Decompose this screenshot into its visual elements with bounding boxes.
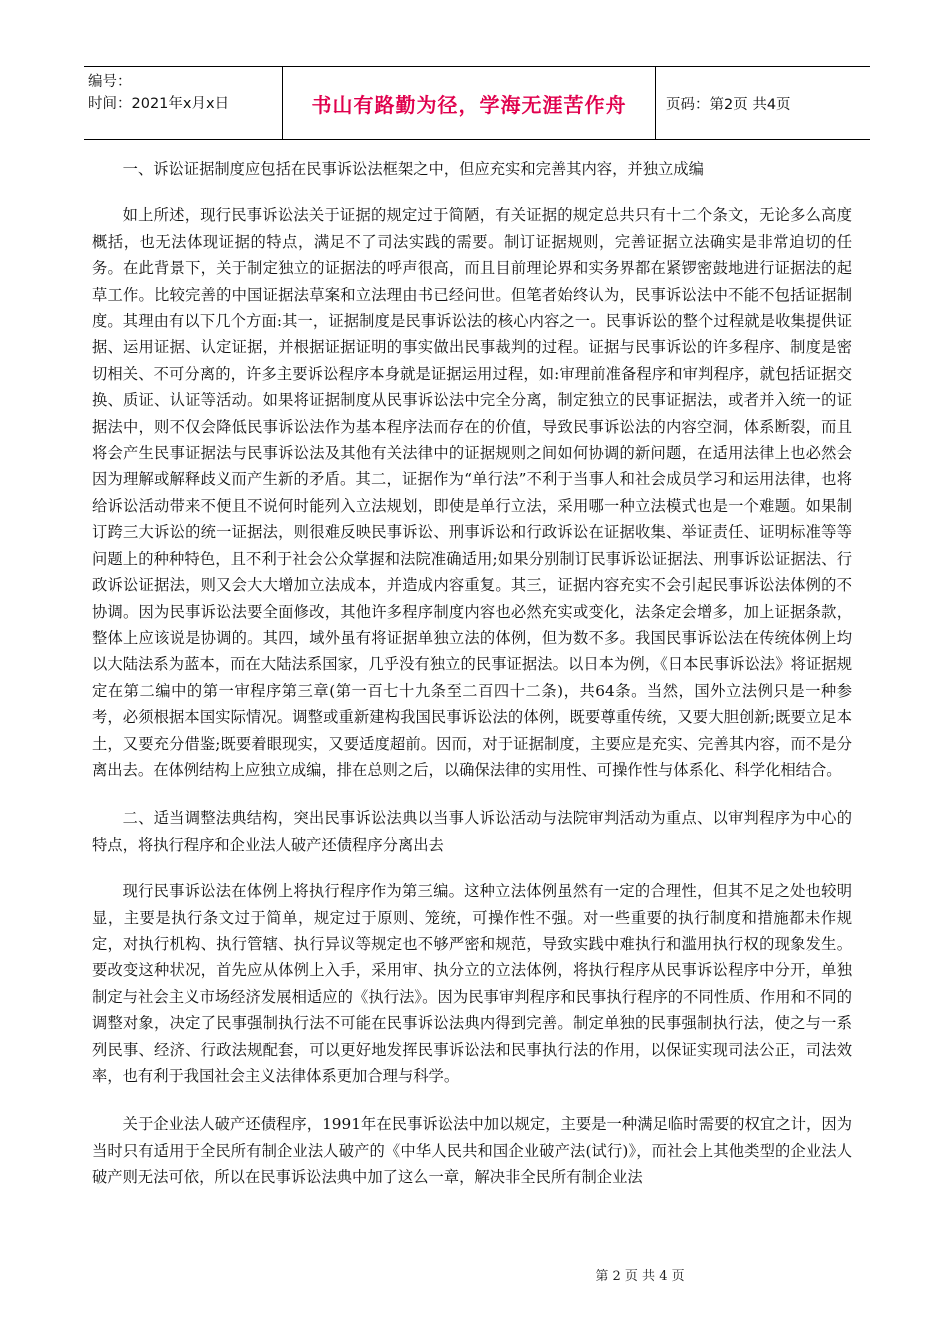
header-meta [84, 67, 282, 139]
document-body [92, 156, 852, 1213]
page-footer: 第 2 页 共 4 页 [595, 1269, 685, 1284]
page-number-label: 页码：第2页 共4页 [666, 96, 791, 113]
header-motto: 书山有路勤为径，学海无涯苦作舟 [311, 92, 627, 117]
header-page-info [656, 67, 870, 139]
body-paragraph: 关于企业法人破产还债程序，1991年在民事诉讼法中加以规定，主要是一种满足临时需要的权宜之计，因为当时只有适用于全民所有制企业法人破产的《中华人民共和国企业破产法(试行)》，而社会上其他类型的企业法人破产则无法可依，所以在民事诉讼法典中加了这么一章，解决非全民所有制企业法 [92, 1115, 852, 1187]
document-time-label: 时间：2021年x月x日 [88, 96, 230, 112]
section-heading: 一、诉讼证据制度应包括在民事诉讼法框架之中，但应充实和完善其内容，并独立成编 [122, 160, 704, 178]
body-paragraph: 如上所述，现行民事诉讼法关于证据的规定过于简陋，有关证据的规定总共只有十二个条文，无论多么高度概括，也无法体现证据的特点，满足不了司法实践的需要。制订证据规则，完善证据立法确实是非常迫切的任务。在此背景下，关于制定独立的证据法的呼声很高，而且目前理论界和实务界都在紧锣密鼓地进行证据法的起草工作。比较完善的中国证据法草案和立法理由书已经问世。但笔者始终认为，民事诉讼法中不能不包括证据制度。其理由有以下几个方面:其一，证据制度是民事诉讼法的核心内容之一。民事诉讼的整个过程就是收集提供证据、运用证据、认定证据，并根据证据证明的事实做出民事裁判的过程。证据与民事诉讼的许多程序、制度是密切相关、不可分离的，许多主要诉讼程序本身就是证据运用过程，如:审理前准备程序和审判程序，就包括证据交换、质证、认证等活动。如果将证据制度从民事诉讼法中完全分离，制定独立的民事证据法，或者并入统一的证据法中，则不仅会降低民事诉讼法作为基本程序法而存在的价值，导致民事诉讼法的内容空洞，体系断裂，而且将会产生民事证据法与民事诉讼法及其他有关法律中的证据规则之间如何协调的新问题，在适用法律上也必然会因为理解或解释歧义而产生新的矛盾。其二，证据作为“单行法”不利于当事人和社会成员学习和运用法律，也将给诉讼活动带来不便且不说何时能列入立法规划，即使是单行立法，采用哪一种立法模式也是一个难题。如果制订跨三大诉讼的统一证据法，则很难反映民事诉讼、刑事诉讼和行政诉讼在证据收集、举证责任、证明标准等等问题上的种种特色，且不利于社会公众掌握和法院准确适用;如果分别制订民事诉讼证据法、刑事诉讼证据法、行政诉讼证据法，则又会大大增加立法成本，并造成内容重复。其三，证据内容充实不会引起民事诉讼法体例的不协调。因为民事诉讼法要全面修改，其他许多程序制度内容也必然充实或变化，法条定会增多，加上证据条款，整体上应该说是协调的。其四，域外虽有将证据单独立法的体例，但为数不多。我国民事诉讼法在传统体例上均以大陆法系为蓝本，而在大陆法系国家，几乎没有独立的民事证据法。以日本为例，《日本民事诉讼法》将证据规定在第二编中的第一审程序第三章(第一百七十九条至二百四十二条)，共64条。当然，国外立法例只是一种参考，必须根据本国实际情况。调整或重新建构我国民事诉讼法的体例，既要尊重传统，又要大胆创新;既要立足本土，又要充分借鉴;既要着眼现实，又要适度超前。因而，对于证据制度，主要应是充实、完善其内容，而不是分离出去。在体例结构上应独立成编，排在总则之后，以确保法律的实用性、可操作性与体系化、科学化相结合。 [92, 206, 852, 779]
section-heading: 二、适当调整法典结构，突出民事诉讼法典以当事人诉讼活动与法院审判活动为重点、以审判程序为中心的特点，将执行程序和企业法人破产还债程序分离出去 [92, 809, 852, 854]
header-motto-cell [282, 67, 656, 139]
page-header [84, 66, 870, 140]
document-number-label: 编号： [88, 74, 132, 90]
body-paragraph: 现行民事诉讼法在体例上将执行程序作为第三编。这种立法体例虽然有一定的合理性，但其不足之处也较明显，主要是执行条文过于简单，规定过于原则、笼统，可操作性不强。对一些重要的执行制度和措施都未作规定，对执行机构、执行管辖、执行异议等规定也不够严密和规范，导致实践中难执行和滥用执行权的现象发生。要改变这种状况，首先应从体例上入手，采用审、执分立的立法体例，将执行程序从民事诉讼程序中分开，单独制定与社会主义市场经济发展相适应的《执行法》。因为民事审判程序和民事执行程序的不同性质、作用和不同的调整对象，决定了民事强制执行法不可能在民事诉讼法典内得到完善。制定单独的民事强制执行法，使之与一系列民事、经济、行政法规配套，可以更好地发挥民事诉讼法和民事执行法的作用，以保证实现司法公正，司法效率，也有利于我国社会主义法律体系更加合理与科学。 [92, 882, 852, 1085]
